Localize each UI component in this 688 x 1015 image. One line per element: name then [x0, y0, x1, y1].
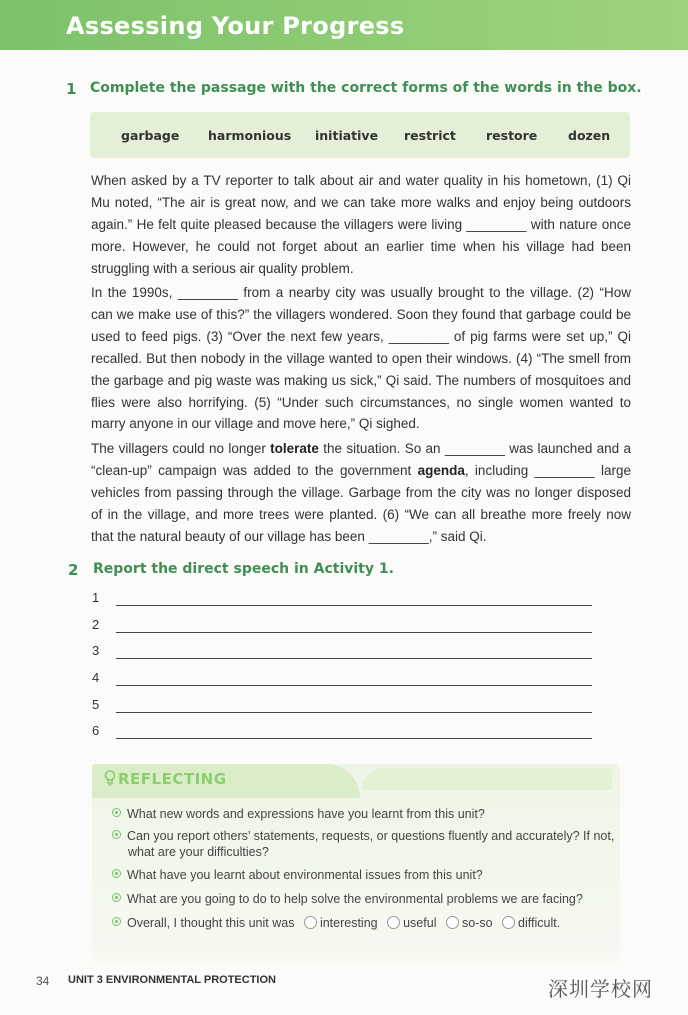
- activity-2-number: 2: [68, 561, 79, 579]
- answer-rule[interactable]: [116, 605, 592, 606]
- answer-line[interactable]: [92, 617, 592, 637]
- activity-1-instruction: Complete the passage with the correct forms of the words in the box.: [90, 80, 642, 96]
- reflecting-title: REFLECTING: [104, 770, 227, 788]
- answer-line[interactable]: [92, 723, 592, 743]
- reflecting-item: What new words and expressions have you learnt from this unit?: [112, 806, 612, 822]
- option-radio-so-so[interactable]: [446, 916, 459, 929]
- bold-word: agenda: [417, 462, 465, 478]
- answer-line-number: 5: [92, 697, 100, 712]
- bullet-icon: [112, 893, 121, 902]
- answer-line[interactable]: [92, 643, 592, 663]
- word-box-item: harmonious: [208, 128, 292, 143]
- activity-1-number: 1: [66, 80, 77, 98]
- bold-word: tolerate: [270, 441, 319, 456]
- answer-line[interactable]: [92, 670, 592, 690]
- answer-line[interactable]: [92, 697, 592, 717]
- option-label: so-so: [461, 916, 493, 930]
- reflecting-tab-decoration: [362, 768, 612, 790]
- lightbulb-icon: [104, 770, 116, 786]
- option-label: difficult.: [518, 916, 561, 930]
- option-radio-difficult[interactable]: [502, 916, 515, 929]
- word-box-item: restrict: [404, 128, 456, 143]
- word-box-item: restore: [486, 128, 538, 143]
- unit-label: UNIT 3 ENVIRONMENTAL PROTECTION: [68, 974, 276, 986]
- reflecting-item: What have you learnt about environmental issues from this unit?: [112, 867, 612, 883]
- option-radio-useful[interactable]: [387, 916, 400, 929]
- answer-rule[interactable]: [116, 658, 592, 659]
- bullet-icon: [112, 808, 121, 817]
- answer-rule[interactable]: [116, 712, 592, 713]
- page-number: 34: [36, 974, 50, 988]
- page-title: Assessing Your Progress: [66, 12, 405, 40]
- word-box-item: initiative: [315, 128, 379, 143]
- answer-rule[interactable]: [116, 685, 592, 686]
- option-label: interesting: [319, 916, 378, 930]
- option-label: useful: [403, 916, 437, 930]
- answer-line-number: 3: [92, 643, 100, 658]
- reflecting-item: Can you report others’ statements, requests, or questions fluently and accurately? If not, what are your difficulties?: [112, 828, 618, 860]
- activity-2-instruction: Report the direct speech in Activity 1.: [93, 561, 394, 577]
- answer-line[interactable]: [92, 590, 592, 610]
- word-box-item: dozen: [568, 128, 611, 143]
- bullet-icon: [112, 830, 121, 839]
- answer-rule[interactable]: [116, 738, 592, 739]
- passage-paragraph-1: When asked by a TV reporter to talk about air and water quality in his hometown, (1) Qi Mu noted, “The air is great now, and we can take more walks and enjoy being outdoors again.” He felt quite pleased because the villagers were living ________ with nature once more. However, he could not forget about an earlier time when his village had been struggling with a serious air quality problem.: [91, 173, 631, 276]
- reflecting-rating: Overall, I thought this unit was interesting useful so-so difficult.: [112, 915, 612, 931]
- reflecting-item: What are you going to do to help solve the environmental problems we are facing?: [112, 891, 612, 907]
- bullet-icon: [112, 917, 121, 926]
- word-box-item: garbage: [121, 128, 180, 143]
- passage-paragraph-2: In the 1990s, ________ from a nearby city was usually brought to the village. (2) “How can we make use of this?” the villagers wondered. Soon they found that garbage could be used to feed pigs. (3) “Over the next few years, ________ of pig farms were set up,” Qi recalled. But then nobody in the village wanted to open their windows. (4) “The smell from the garbage and pig waste was making us sick,” Qi said. The numbers of mosquitoes and flies were also horrifying. (5) “Under such circumstances, no single women wanted to marry anyone in our village and move here,” Qi sighed.: [91, 285, 631, 432]
- answer-line-number: 6: [92, 723, 100, 738]
- bullet-icon: [112, 869, 121, 878]
- option-radio-interesting[interactable]: [304, 916, 317, 929]
- answer-line-number: 2: [92, 617, 100, 632]
- answer-line-number: 1: [92, 590, 100, 605]
- answer-rule[interactable]: [116, 632, 592, 633]
- watermark: 深圳学校网: [548, 977, 653, 1001]
- passage-paragraph-3: The villagers could no longer tolerate the situation. So an ________ was launched and a “clean-up” campaign was added to the government agenda, including ________ large vehicles from passing through the village. Garbage from the city was no longer disposed of in the village, and more trees were planted. (6) “We can all breathe more freely now that the natural beauty of our village has been ________,” said Qi.: [91, 441, 631, 544]
- answer-line-number: 4: [92, 670, 100, 685]
